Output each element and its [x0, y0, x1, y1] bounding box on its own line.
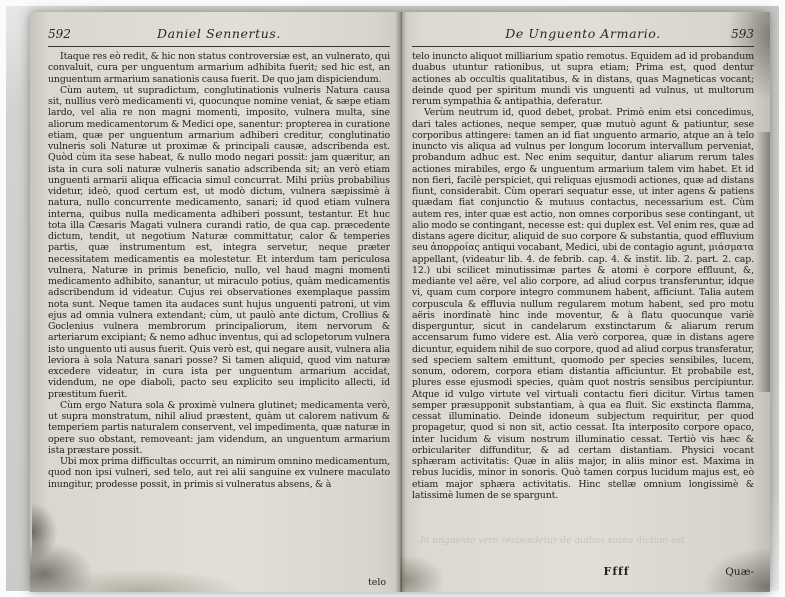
- book-spread: [30, 12, 770, 592]
- page-bleedthrough: In unguento vero respondetur de quibus supra dictum est: [420, 536, 685, 546]
- text-block-right: [412, 51, 754, 577]
- paragraph: Itaque res eò redit, & hic non status controversiæ est, an vulnerato, qui convaluit, cura per unguentum armarium adhibita fuerit; sed hic est, an unguentum armarium sanationis causa fuerit. De quo jam dispiciendum.: [48, 51, 390, 85]
- paragraph: Cùm autem, ut supradictum, conglutinationis vulneris Natura causa sit, nullius verò medicamenti vi, quocunque nomine veniat, & sæpe etiam lardo, vel alia re non magni momenti, imposito, vulnera multa, sine aliorum medicamentorum & Medici ope, sanentur: propterea in curatione etiam, quæ per unguentum armarium adhiberi creditur, conglutinatio vulneris soli Naturæ ut proximæ & principali causæ, adscribenda est. Quòd cùm ita sese habeat, & nullo modo negari possit: jam quæritur, an ista in cura soli naturæ vulneris sanatio adscribenda sit; an verò etiam unguenti armarii aliqua efficacia simul concurrat. Mihi priùs probabilius videtur, ideò, quod certum est, ut modò dictum, vulnera sæpissimè à natura, nullo concurrente medicamento, sanari; id quod etiam vulnera interna, quibus nulla medicamenta adhiberi possunt, testantur. Et huc tota illa Cæsaris Magati vulnera curandi ratio, de qua cap. præcedente dictum, tendit, ut negotium Naturæ committatur, calor & temperies partis, quæ instrumentum est, integra servetur, neque præter necessitatem medicamentis ea molestetur. Et interdum tam periculosa vulnera, Naturæ in primis beneficio, nullo, vel haud magni momenti medicamento adhibito, sanantur, ut miraculo potius, quàm medicamentis adscribendum id videatur. Cujus rei observationes exemplaque passim nota sunt. Neque tamen ita audaces sunt hujus unguenti patroni, ut vim ejus ad omnia vulnera extendant; cùm, ut paulò ante dictum, Crollius & Goclenius vulnera membrorum principaliorum, item nervorum & arteriarum excipiant; & nemo adhuc inventus, qui ad sclopetorum vulnera isto unguento uti ausus fuerit. Quis verò est, qui negare ausit, vulnera alia leviora à sola Natura sanari posse? Si tamen aliquid, quod vim naturæ excedere videatur, in cura ista per unguentum armarium accidat, videndum, ne ope diaboli, pacto seu explicito seu implicito allecti, id præstitum fuerit.: [48, 84, 390, 400]
- paragraph: Ubi mox prima difficultas occurrit, an nimirum omnino medicamentum, quod non ipsi vulneri, sed telo, aut rei alii sanguine ex vulnere maculato inungitur, prodesse possit, in primis si vulneratus absens, & à: [48, 456, 390, 490]
- book-gutter: [395, 12, 407, 592]
- page-number-left: 592: [48, 27, 71, 41]
- running-title-left: Daniel Sennertus.: [157, 26, 281, 41]
- paragraph: Cùm ergo Natura sola & proximè vulnera glutinet; medicamenta verò, ut supra monstratum, nihil aliud præstent, quàm ut calorem nativum & temperiem partis naturalem conservent, vel impedimenta, quæ naturæ in opere suo obstant, removeant: jam videndum, an unguentum armarium ista præstare possit.: [48, 399, 390, 456]
- page-edge-shadow: [756, 132, 770, 392]
- running-head-left: [48, 26, 390, 47]
- paragraph: Verùm neutrum id, quod debet, probat. Primò enim etsi concedimus, dari tales actiones, neque semper, quæ mutuò agunt & patiuntur, sese corporibus attingere: tamen an id fiat unguento armario, atque an à telo inuncto vis aliqua ad vulnus per longum locorum intervallum perveniat, probandum adhuc est. Nec enim sequitur, dantur aliarum rerum tales actiones mirabiles, ergo & unguentum armarium talem vim habet. Et id non fieri, facilè perspiciet, qui reliquas ejusmodi actiones, quæ ad distans fiunt, considerabit. Cùm operari sequatur esse, ut inter agens & patiens quædam fiat conjunctio & mutuus contactus, necessarium est. Cùm autem res, inter quæ est actio, non omnes corporibus sese contingant, ut alio modo se contingant, necesse est: qui duplex est. Vel enim res, quæ ad distans agere dicitur, aliquid de suo corpore & substantia, quod effluvium seu ἀπορροίας antiqui vocabant, Medici, ubi de contagio agunt, μιάσματα appellant, (videatur lib. 4. de febrib. cap. 4. & instit. lib. 2. part. 2. cap. 12.) ubi scilicet minutissimæ partes & atomi è corpore effluunt, &, mediante vel aëre, vel alio corpore, ad aliud corpus transferuntur, idque vi, quam cum corpore integro communem habent, afficiunt. Talia autem corpuscula & effluvia nullum regularem motum habent, sed pro motu aëris inordinatè hinc inde moventur, & à flatu quocunque variè disperguntur, sicut in candelarum exstinctarum & aliarum rerum accensarum fumo videre est. Alia verò corporea, quæ in distans agere dicuntur, equidem nihil de suo corpore, quod ad aliud corpus transferatur, sed speciem saltem emittunt, quomodo per species sensibiles, lucem, sonum, odorem, corpora etiam distantia afficiuntur. Et probabile est, plures esse ejusmodi species, quàm quot nostris sensibus percipiuntur. Atque id vulgo virtute vel virtuali contactu fieri dicitur. Virtus tamen semper præsupponit substantiam, à qua ea fluit. Sic exstincta flamma, cessat illuminatio. Deinde idoneum subjectum requiritur, per quod propagetur, quod si non sit, actio cessat. Ita interposito corpore opaco, inter lucidum & visum nostrum illuminatio cessat. Tertiò vis hæc & orbiculariter diffunditur, & ad certam distantiam. Physici vocant sphæram activitatis: Quæ in aliis major, in aliis minor est. Maxima in rebus lucidis, minor in sonoris. Quò tamen corpus lucidum majus est, eò etiam major sphæra activitatis. Hinc stellæ omnium longissimè & latissimè lumen de se spargunt.: [412, 107, 754, 501]
- paragraph: telo inuncto aliquot milliarium spatio remotus. Equidem ad id probandum duabus utuntur rationibus, ut supra etiam; Prima est, quod dentur actiones ab occultis qualitatibus, & in distans, quas Magneticas vocant; deinde quod per spiritum mundi vis unguenti ad vulnus, ut multorum rerum sympathia & antipathia, deferatur.: [412, 51, 754, 107]
- signature-mark: Ffff: [603, 565, 630, 578]
- running-title-right: De Unguento Armario.: [505, 26, 661, 41]
- book-page-right: [400, 12, 770, 592]
- running-head-right: [412, 26, 754, 47]
- catchword-left: telo: [368, 577, 386, 588]
- catchword-right: Quæ-: [725, 566, 754, 578]
- page-footer-right: [412, 565, 754, 578]
- text-block-left: [48, 51, 390, 577]
- book-page-left: [30, 12, 400, 592]
- page-number-right: 593: [731, 27, 754, 41]
